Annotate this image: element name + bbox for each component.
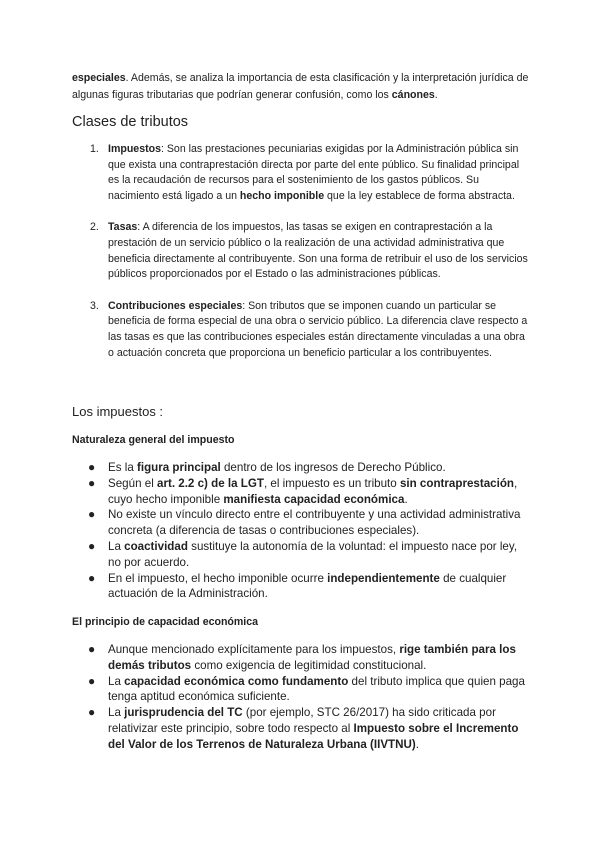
intro-bold-especiales: especiales: [72, 72, 126, 84]
item-text: La: [108, 674, 125, 688]
clases-heading: Clases de tributos: [72, 114, 189, 130]
item-text: como exigencia de legitimidad constitucional.: [191, 658, 427, 672]
list-item: [72, 571, 532, 603]
item-text: sustituye la autonomía de la voluntad: el impuesto nace por ley, no por acuerdo.: [108, 539, 518, 569]
list-item: [72, 507, 532, 539]
impuestos-heading: Los impuestos :: [72, 404, 164, 419]
item-bold: capacidad económica como fundamento: [124, 674, 349, 688]
item-text: de cualquier actuación de la Administración.: [108, 571, 507, 601]
clase-text: : A diferencia de los impuestos, las tasas se exigen en contraprestación a la prestación de un servicio público o la realización de una actividad administrativa que beneficia directamente al contribuyente. Son una forma de retribuir el uso de los servicios públicos proporcionados por el Estado o las administraciones públicas.: [108, 221, 528, 281]
list-item: [72, 674, 532, 706]
clase-item-contribuciones: [72, 299, 532, 361]
item-bold: art. 2.2 c) de la LGT: [157, 476, 264, 490]
list-number: 3.: [90, 299, 99, 312]
list-item: [72, 705, 532, 752]
clase-term: Contribuciones especiales: [108, 299, 243, 312]
item-bold: rige también para los demás tributos: [108, 643, 516, 672]
item-bold: figura principal: [137, 461, 221, 474]
item-bold: jurisprudencia del TC: [124, 706, 243, 720]
clase-text: : Son tributos que se imponen cuando un particular se beneficia de forma especial de una obra o servicio público. La diferencia clave respecto a las tasas es que las contribuciones especiales están directamente vinculadas a una obra o actuación concreta que proporciona un beneficio particular a los contribuyentes.: [108, 299, 528, 359]
item-bold: sin contraprestación: [399, 476, 514, 490]
bullet-icon: ●: [88, 538, 96, 553]
bullet-icon: ●: [88, 642, 96, 656]
clase-term: Tasas: [108, 221, 138, 234]
item-text: (por ejemplo, STC 26/2017) ha sido criticada por relativizar este principio, sobre todo respecto al: [108, 706, 496, 735]
item-text: dentro de los ingresos de Derecho Público.: [220, 461, 446, 474]
item-text: La: [108, 539, 125, 553]
clase-text: que la ley establece de forma abstracta.: [324, 189, 515, 202]
item-text: , cuyo hecho imponible: [108, 476, 518, 506]
principio-list: [72, 642, 532, 753]
item-text: La: [108, 706, 125, 720]
bullet-icon: ●: [88, 460, 96, 474]
item-text: .: [415, 737, 419, 751]
item-text: , el impuesto es un tributo: [263, 476, 400, 490]
item-bold: Impuesto sobre el Incremento del Valor de los Terrenos de Naturaleza Urbana (IIVTNU): [108, 721, 519, 751]
clase-text: : Son las prestaciones pecuniarias exigidas por la Administración pública sin que exista una contraprestación directa por parte del ente público. Su finalidad principal es la recaudación de recursos para el sostenimiento de los gastos públicos. Su nacimiento está ligado a un: [108, 143, 520, 202]
clase-item-tasas: [72, 220, 532, 282]
list-number: 2.: [90, 221, 99, 234]
list-item: [72, 539, 532, 571]
item-text: Según el: [108, 476, 157, 490]
intro-bold-canones: cánones: [391, 89, 435, 101]
clase-item-impuestos: [72, 142, 532, 204]
item-text: En el impuesto, el hecho imponible ocurre: [108, 571, 328, 585]
item-text: Es la: [108, 461, 137, 474]
clase-term: hecho imponible: [239, 189, 325, 202]
item-bold: manifiesta capacidad económica: [223, 492, 405, 506]
item-bold: independientemente: [327, 571, 440, 585]
principio-heading: El principio de capacidad económica: [72, 616, 259, 628]
clases-list: [72, 142, 532, 361]
intro-text: . Además, se analiza la importancia de esta clasificación y la interpretación jurídica de algunas figuras tributarias que podrían generar confusión, como los: [72, 72, 529, 101]
clase-term: Impuestos: [108, 143, 161, 155]
bullet-icon: ●: [88, 673, 96, 688]
bullet-icon: ●: [88, 705, 96, 720]
bullet-icon: ●: [88, 570, 96, 585]
item-text: del tributo implica que quien paga tenga aptitud económica suficiente.: [108, 674, 525, 704]
item-text: Aunque mencionado explícitamente para los impuestos,: [108, 643, 400, 656]
naturaleza-heading: Naturaleza general del impuesto: [72, 434, 235, 446]
intro-paragraph: [72, 70, 532, 104]
bullet-icon: ●: [88, 475, 96, 490]
item-bold: coactividad: [124, 539, 188, 553]
list-number: 1.: [90, 143, 99, 155]
list-item: [72, 642, 532, 674]
naturaleza-list: [72, 460, 532, 602]
item-text: No existe un vínculo directo entre el contribuyente y una actividad administrativa concreta (a diferencia de tasas o contribuciones especiales).: [108, 508, 521, 538]
list-item: [72, 476, 532, 508]
item-text: .: [404, 492, 408, 506]
list-item: [72, 460, 532, 476]
bullet-icon: ●: [88, 507, 96, 522]
intro-end: .: [434, 89, 438, 101]
